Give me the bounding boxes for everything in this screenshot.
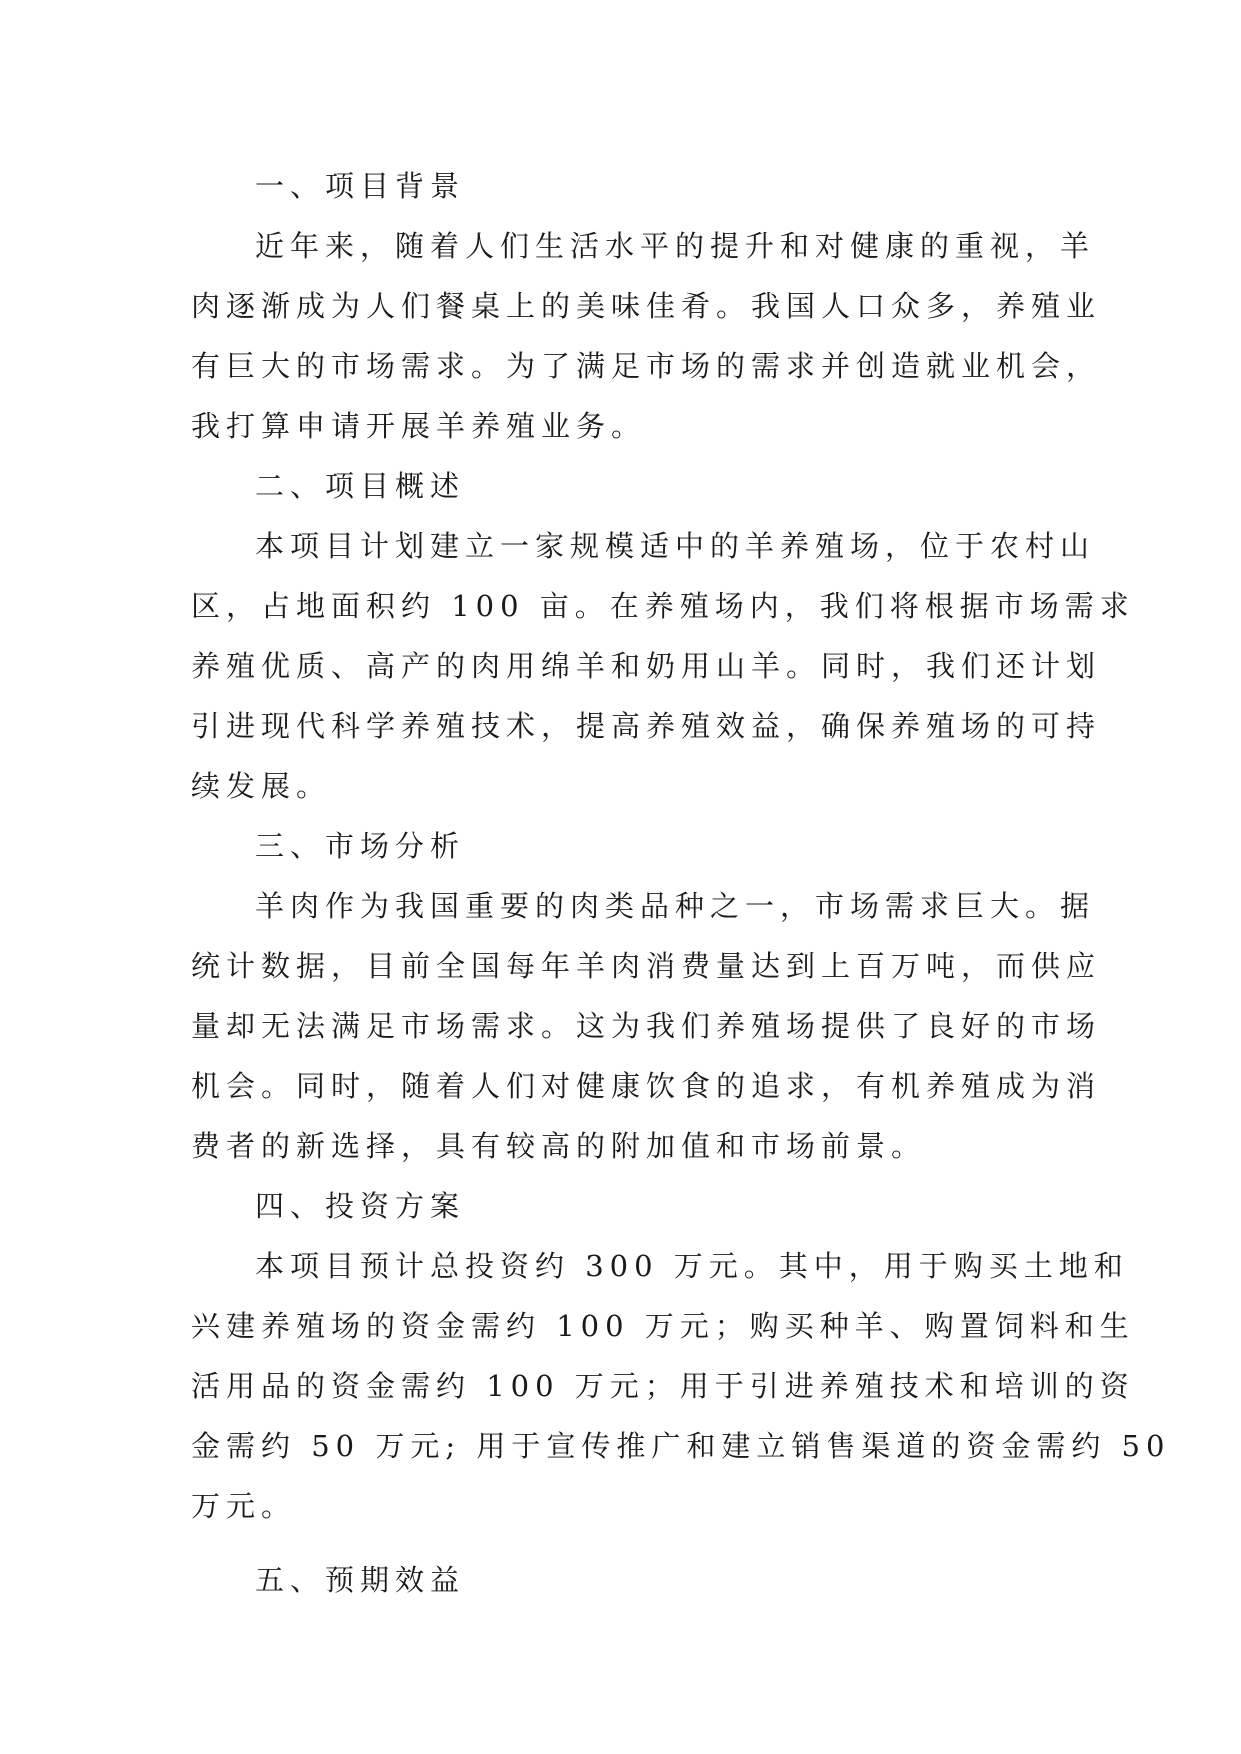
paragraph-line: 本项目计划建立一家规模适中的羊养殖场，位于农村山 — [255, 529, 1096, 563]
paragraph-line: 活用品的资金需约 100 万元；用于引进养殖技术和培训的资 — [191, 1369, 1135, 1403]
section-heading-investment-plan: 四、投资方案 — [255, 1189, 466, 1223]
section-heading-overview: 二、项目概述 — [255, 469, 466, 503]
paragraph-line: 万元。 — [191, 1489, 297, 1523]
paragraph-line: 近年来，随着人们生活水平的提升和对健康的重视，羊 — [255, 229, 1096, 263]
section-heading-market-analysis: 三、市场分析 — [255, 829, 466, 863]
paragraph-line: 养殖优质、高产的肉用绵羊和奶用山羊。同时，我们还计划 — [191, 649, 1102, 683]
paragraph-line: 区，占地面积约 100 亩。在养殖场内，我们将根据市场需求 — [191, 589, 1135, 623]
paragraph-line: 量却无法满足市场需求。这为我们养殖场提供了良好的市场 — [191, 1009, 1102, 1043]
paragraph-line: 费者的新选择，具有较高的附加值和市场前景。 — [191, 1129, 927, 1163]
paragraph-line: 羊肉作为我国重要的肉类品种之一，市场需求巨大。据 — [255, 889, 1096, 923]
paragraph-line: 统计数据，目前全国每年羊肉消费量达到上百万吨，而供应 — [191, 949, 1102, 983]
document-body — [191, 156, 1171, 1610]
paragraph-line: 肉逐渐成为人们餐桌上的美味佳肴。我国人口众多，养殖业 — [191, 289, 1102, 323]
paragraph-line: 续发展。 — [191, 769, 332, 803]
section-heading-expected-benefits: 五、预期效益 — [255, 1563, 466, 1597]
paragraph-line: 有巨大的市场需求。为了满足市场的需求并创造就业机会， — [191, 349, 1102, 383]
paragraph-line: 机会。同时，随着人们对健康饮食的追求，有机养殖成为消 — [191, 1069, 1102, 1103]
paragraph-line: 本项目预计总投资约 300 万元。其中，用于购买土地和 — [255, 1249, 1129, 1283]
section-heading-background: 一、项目背景 — [255, 169, 466, 203]
spacer — [191, 1536, 1059, 1550]
paragraph-line: 兴建养殖场的资金需约 100 万元；购买种羊、购置饲料和生 — [191, 1309, 1135, 1343]
paragraph-line: 我打算申请开展羊养殖业务。 — [191, 409, 647, 443]
paragraph-line: 引进现代科学养殖技术，提高养殖效益，确保养殖场的可持 — [191, 709, 1102, 743]
paragraph-line: 金需约 50 万元; 用于宣传推广和建立销售渠道的资金需约 50 — [191, 1429, 1171, 1463]
